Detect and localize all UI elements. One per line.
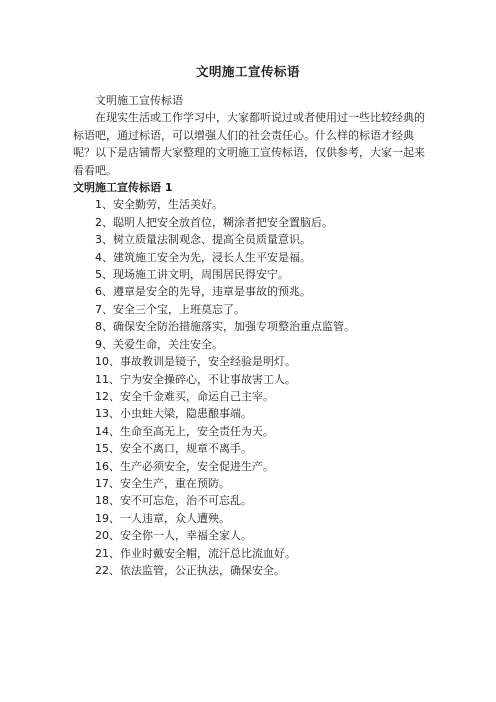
slogan-item [73,196,425,213]
slogan-text: 遵章是安全的先导，违章是事故的预兆。 [113,285,311,299]
slogan-text: 作业时戴安全帽，流汗总比流血好。 [120,546,296,560]
slogan-item [73,249,425,266]
slogan-number: 6 、 [95,285,113,298]
slogan-number: 20 、 [95,529,120,542]
slogan-item [73,353,425,370]
slogan-number: 19 、 [95,512,120,525]
slogan-item [73,545,425,562]
slogan-number: 17 、 [95,477,120,490]
slogan-text: 生产必须安全，安全促进生产。 [120,459,274,473]
slogan-text: 安全你一人，幸福全家人。 [120,529,252,543]
slogan-number: 12 、 [95,390,120,403]
slogan-number: 9 、 [95,338,113,351]
slogan-number: 8 、 [95,320,113,333]
slogan-number: 3 、 [95,233,113,246]
slogan-number: 7 、 [95,303,113,316]
slogan-text: 依法监管，公正执法，确保安全。 [120,563,285,577]
slogan-text: 安不可忘危，治不可忘乱。 [120,494,252,508]
slogan-number: 1 、 [95,198,113,211]
slogan-number: 14 、 [95,425,120,438]
slogan-text: 现场施工讲文明，周围居民得安宁。 [113,268,289,282]
slogan-text: 安全三个宝，上班莫忘了。 [113,302,245,316]
slogan-text: 小虫蛀大梁，隐患酿事端。 [120,407,252,421]
slogan-item [73,405,425,422]
slogan-item [73,214,425,231]
slogan-number: 22 、 [95,564,120,577]
slogan-item [73,336,425,353]
slogan-text: 一人违章，众人遭殃。 [120,511,230,525]
slogan-number: 10 、 [95,355,120,368]
slogan-text: 安全不离口，规章不离手。 [120,442,252,456]
slogan-number: 11 、 [95,373,120,386]
slogan-number: 5 、 [95,268,113,281]
slogan-number: 4 、 [95,251,113,264]
section-heading: 文明施工宣传标语 1 [73,181,173,195]
slogan-item [73,266,425,283]
slogan-text: 安全千金难买，命运自己主宰。 [120,389,274,403]
slogan-item [73,318,425,335]
slogan-text: 建筑施工安全为先，浸长人生平安是福。 [113,250,311,264]
slogan-text: 安全勤劳，生活美好。 [113,198,223,212]
slogan-number: 21 、 [95,547,120,560]
slogan-text: 安全生产，重在预防。 [120,476,230,490]
intro-paragraph: 在现实生活或工作学习中，大家都听说过或者使用过一些比较经典的标语吧，通过标语，可以增强人们的社会责任心。什么样的标语才经典呢？以下是店铺帮大家整理的文明施工宣传标语，仅供参考，大家一起来看看吧。 [73,111,425,177]
slogan-text: 树立质量法制观念、提高全员质量意识。 [113,233,311,247]
slogan-text: 宁为安全操碎心，不让事故害工人。 [120,372,296,386]
slogan-item [73,510,425,527]
slogan-number: 2 、 [95,216,113,229]
slogan-text: 确保安全防治措施落实，加强专项整治重点监管。 [113,320,355,334]
slogan-number: 18 、 [95,494,120,507]
slogan-item [73,388,425,405]
slogan-item [73,283,425,300]
slogan-text: 聪明人把安全放首位，糊涂者把安全置脑后。 [113,215,333,229]
slogan-number: 13 、 [95,407,120,420]
slogan-item [73,527,425,544]
slogan-item [73,371,425,388]
slogan-item [73,458,425,475]
document-title: 文明施工宣传标语 [195,64,300,79]
slogan-item [73,492,425,509]
slogan-item [73,423,425,440]
slogan-number: 16 、 [95,460,120,473]
intro-label: 文明施工宣传标语 [95,94,183,107]
slogan-text: 生命至高无上，安全责任为天。 [120,424,274,438]
slogan-item [73,562,425,579]
slogan-item [73,440,425,457]
slogan-text: 事故教训是镜子，安全经验是明灯。 [120,355,296,369]
slogan-item [73,231,425,248]
slogan-number: 15 、 [95,442,120,455]
slogan-item [73,475,425,492]
slogan-item [73,301,425,318]
slogan-text: 关爱生命，关注安全。 [113,337,223,351]
slogan-list [73,196,425,579]
document-body [73,92,425,579]
